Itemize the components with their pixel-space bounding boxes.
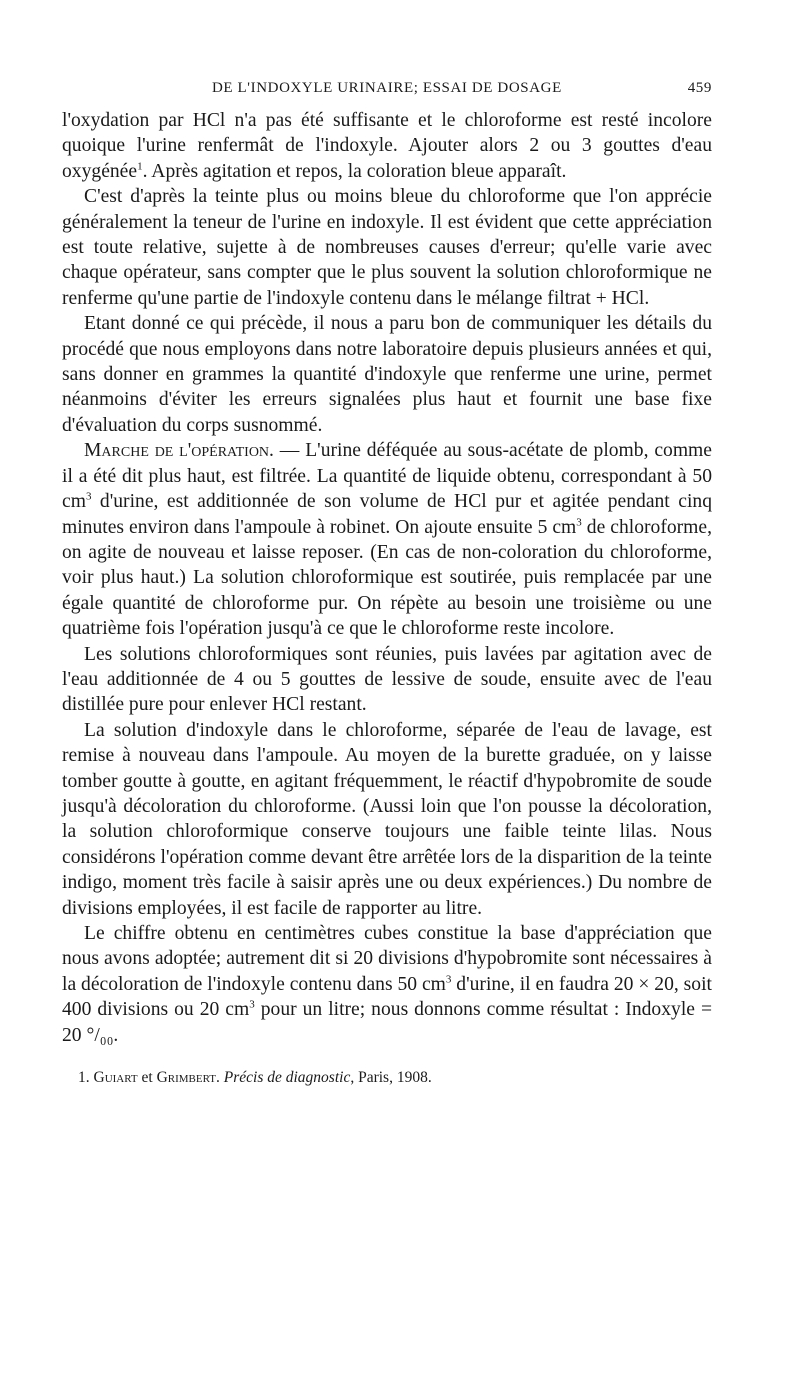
paragraph-7-text-c: pour un litre; nous donnons comme résultat : Indoxyle = 20 °/₀₀. [62,999,712,1046]
superscript-cube-4: 3 [249,998,255,1011]
running-head [62,80,712,108]
paragraph-4-text-c: de chloroforme, on agite de nouveau et laisse reposer. (En cas de non-coloration du chloroforme, voir plus haut.) La solution chloroformique est soutirée, puis remplacée par une égale quantité de chloroforme pur. On répète au besoin une troisième ou une quatrième fois l'opération jusqu'à ce que le chloroforme reste incolore. [62,516,713,640]
paragraph-3: Etant donné ce qui précède, il nous a paru bon de communiquer les détails du procédé que nous employons dans notre laboratoire depuis plusieurs années et qui, sans donner en grammes la quantité d'indoxyle que renferme une urine, permet néanmoins d'éviter les erreurs signalées plus haut et fournit une base fixe d'évaluation du corps susnommé. [62,313,712,436]
paragraph-4-text-b: d'urine, est additionnée de son volume de HCl pur et agitée pendant cinq minutes environ dans l'ampoule à robinet. On ajoute ensuite 5 cm [62,491,712,538]
paragraph-4-text-a: — L'urine déféquée au sous-acétate de plomb, comme il a été dit plus haut, est filtrée. La quantité de liquide obtenu, correspondant à 50 cm [62,440,712,513]
page-number: 459 [687,80,712,96]
running-title: DE L'INDOXYLE URINAIRE; ESSAI DE DOSAGE [212,80,562,96]
page [62,80,712,1088]
superscript-cube-2: 3 [576,515,582,528]
paragraph-7 [62,921,712,1048]
footnote-author-1: Guiart [93,1069,138,1087]
paragraph-1 [62,108,712,184]
superscript-cube-1: 3 [85,490,92,503]
footnote-ref-1: 1 [137,160,143,173]
section-heading-marche: Marche de l'opération. [84,440,274,462]
paragraph-7-text-b: d'urine, il en faudra 20 × 20, soit 400 divisions ou 20 cm [62,973,712,1021]
footnote-author-2: Grimbert [156,1069,217,1087]
paragraph-1-text-a: l'oxydation par HCl n'a pas été suffisante et le chloroforme est resté incolore quoique l'urine renfermât de l'indoxyle. Ajouter alors 2 ou 3 gouttes d'eau oxygénée [62,110,712,182]
body-text [62,108,712,1048]
paragraph-1-text-b: . Après agitation et repos, la coloration bleue apparaît. [142,160,567,182]
paragraph-7-text-a: Le chiffre obtenu en centimètres cubes constitue la base d'appréciation que nous avons adoptée; autrement dit si 20 divisions d'hypobromite sont nécessaires à la décoloration de l'indoxyle contenu dans 50 cm [62,923,712,995]
paragraph-6: La solution d'indoxyle dans le chloroforme, séparée de l'eau de lavage, est remise à nouveau dans l'ampoule. Au moyen de la burette graduée, on y laisse tomber goutte à goutte, en agitant fréquemment, le réactif d'hypobromite de soude jusqu'à décoloration du chloroforme. (Aussi loin que l'on pousse la décoloration, la solution chloroformique conserve toujours une faible teinte lilas. Nous considérons l'opération comme devant être arrêtée lors de la disparition de la teinte indigo, moment très facile à saisir après une ou deux expériences.) Du nombre de divisions employées, il est facile de rapporter au litre. [62,719,712,919]
footnote-place-year: , Paris, 1908. [350,1069,432,1087]
paragraph-5: Les solutions chloroformiques sont réunies, puis lavées par agitation avec de l'eau additionnée de 4 ou 5 gouttes de lessive de soude, ensuite avec de l'eau distillée pure pour enlever HCl restant. [62,643,712,716]
paragraph-4 [62,438,712,641]
footnote-connector: et [137,1069,157,1087]
footnote-number: 1. [78,1069,90,1087]
footnote-title: Précis de diagnostic [223,1069,351,1087]
paragraph-2: C'est d'après la teinte plus ou moins bleue du chloroforme que l'on apprécie généralement la teneur de l'urine en indoxyle. Il est évident que cette appréciation est toute relative, sujette à de nombreuses causes d'erreur; qu'elle varie avec chaque opérateur, sans compter que le plus souvent la solution chloroformique ne renferme qu'une partie de l'indoxyle contenu dans le mélange filtrat + HCl. [62,186,712,309]
footnote-separator: . [216,1069,224,1087]
superscript-cube-3: 3 [445,973,452,986]
footnote [62,1068,712,1088]
